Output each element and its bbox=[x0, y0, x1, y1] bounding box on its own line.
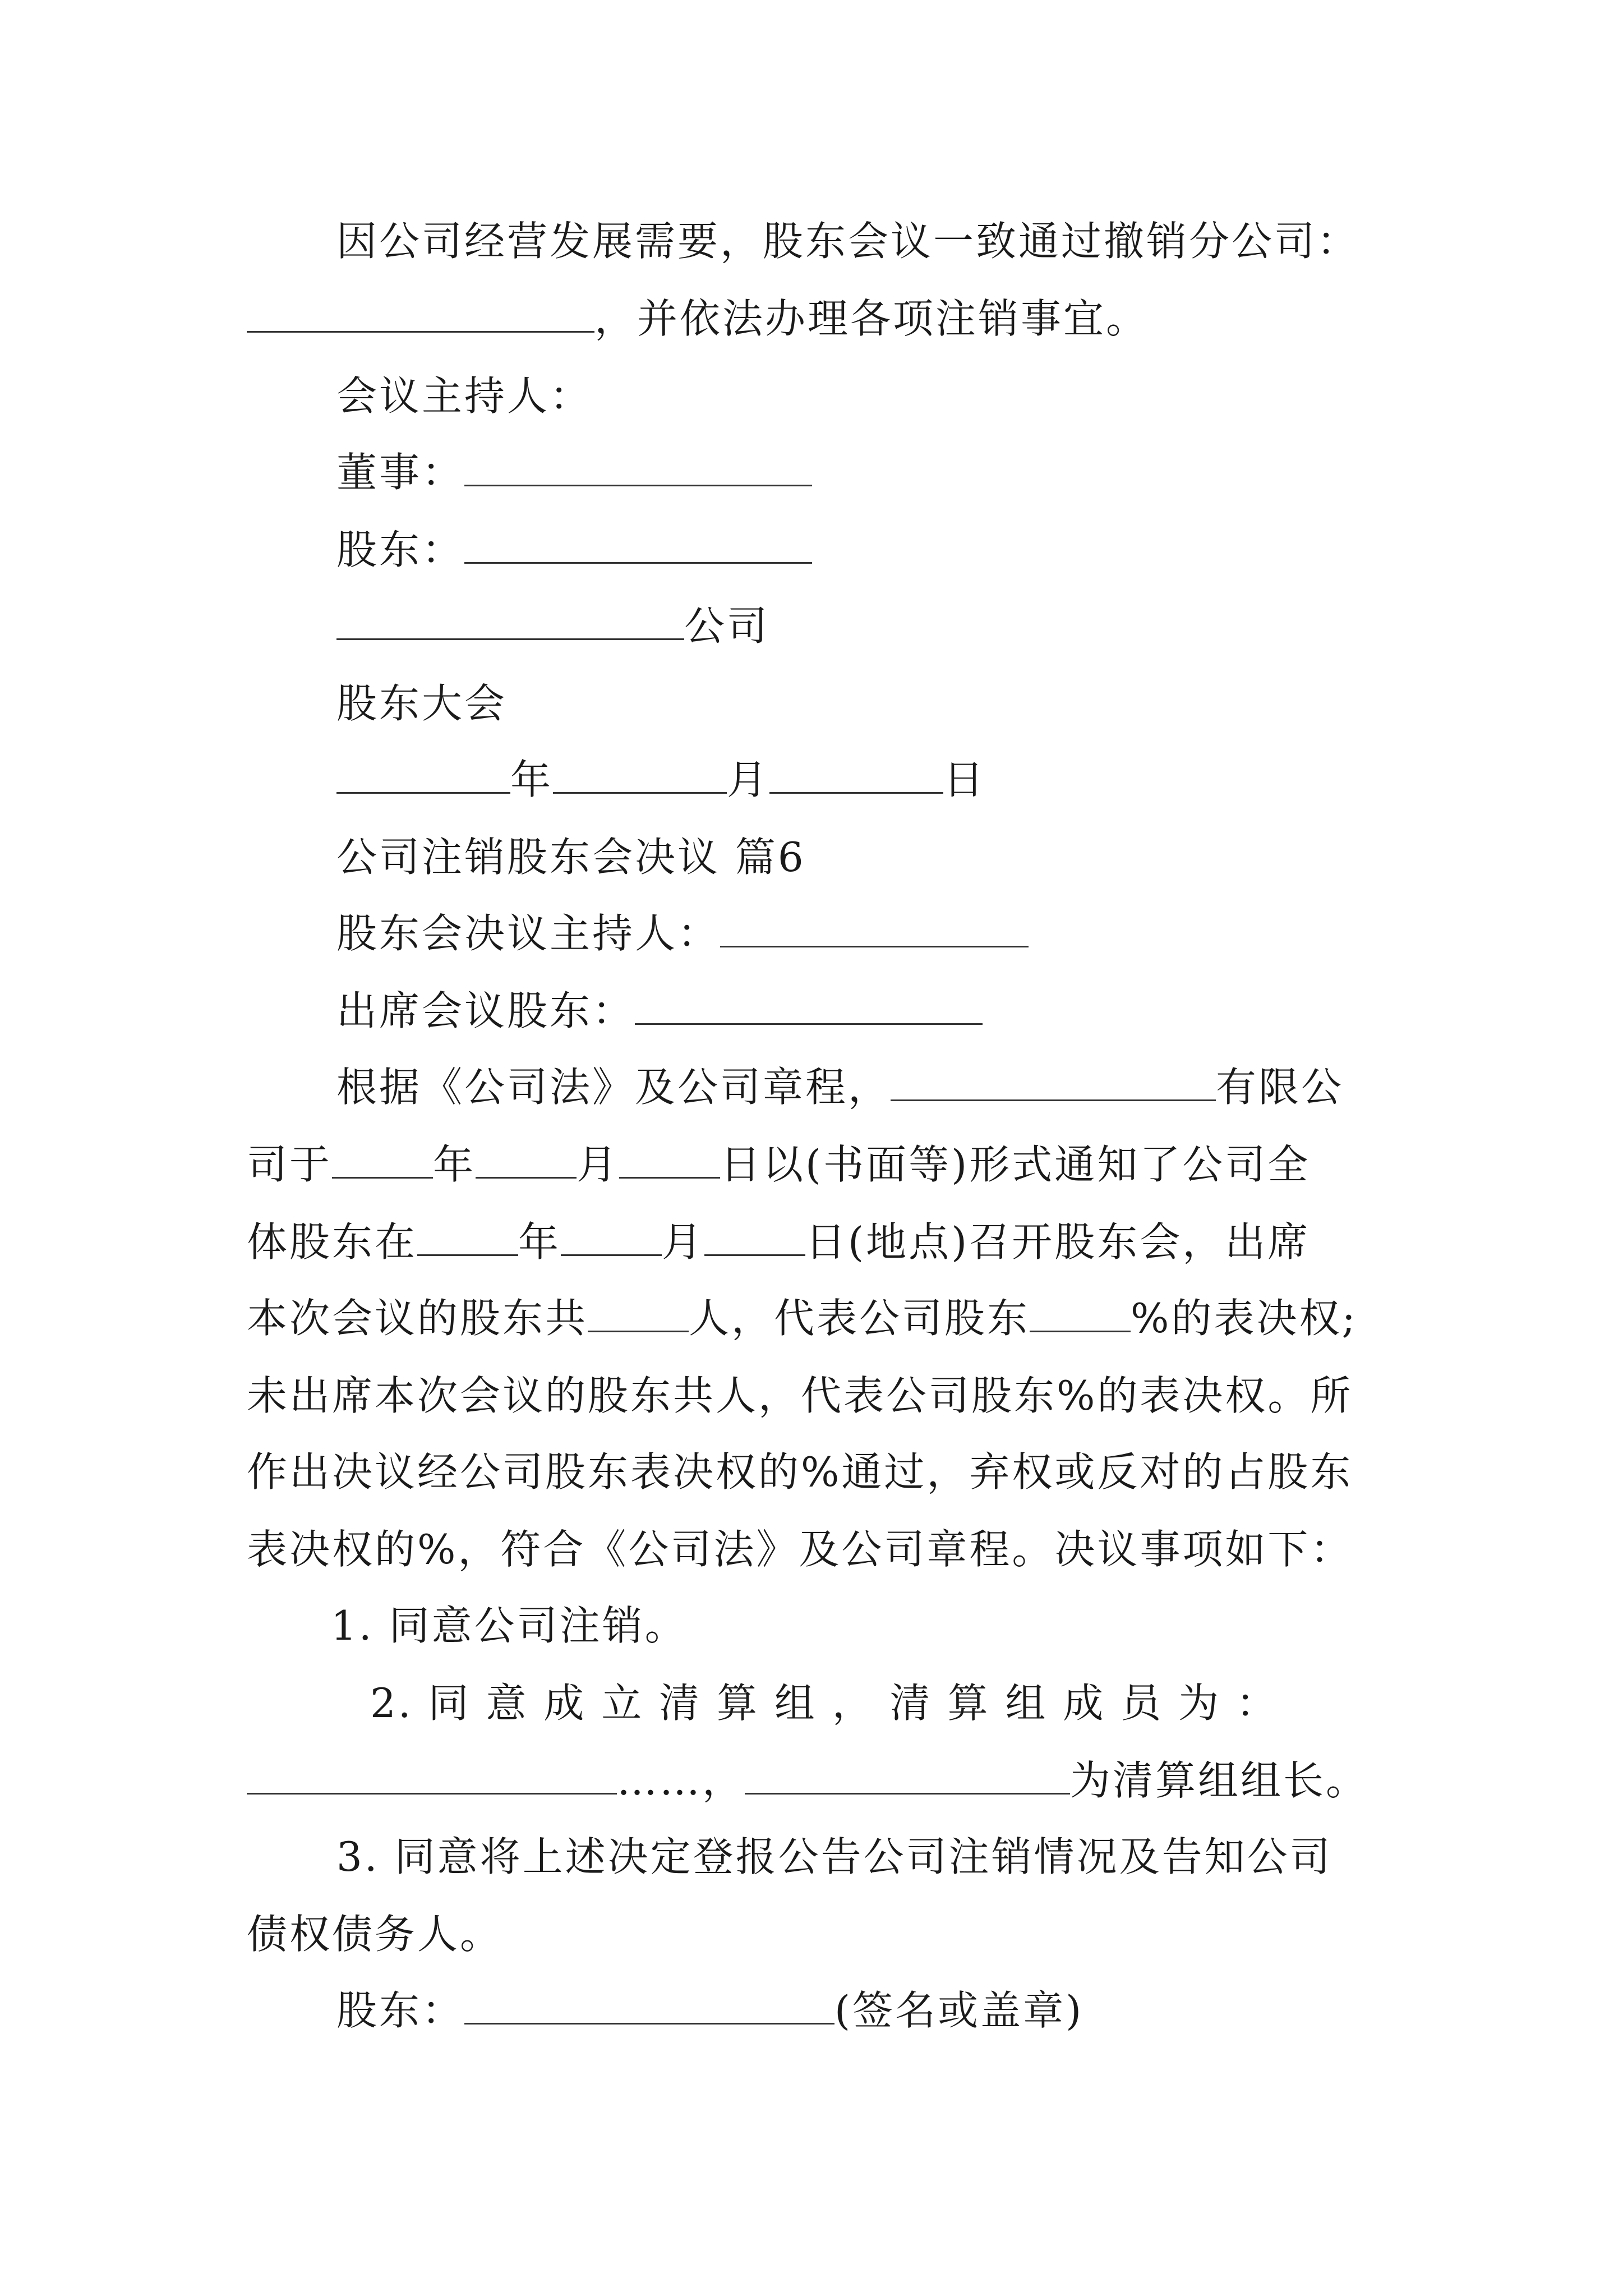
day-label: 日 bbox=[943, 756, 986, 803]
members-blank[interactable] bbox=[247, 1757, 617, 1795]
text: 日以(书面等)形式通知了公司全 bbox=[720, 1141, 1311, 1188]
text: 未出席本次会议的股东共人，代表公司股东%的表决权。所 bbox=[247, 1372, 1353, 1419]
leader-blank[interactable] bbox=[745, 1757, 1070, 1795]
day-blank[interactable] bbox=[704, 1218, 805, 1256]
item-3-text-cont: 债权债务人。 bbox=[247, 1911, 503, 1958]
text: 年 bbox=[518, 1218, 561, 1266]
paragraph-line bbox=[247, 1368, 1391, 1424]
text: 作出决议经公司股东表决权的%通过，弃权或反对的占股东 bbox=[247, 1448, 1353, 1496]
resolution-host-blank[interactable] bbox=[720, 910, 1029, 947]
text: ……， bbox=[617, 1757, 745, 1804]
paragraph-line bbox=[247, 291, 1391, 347]
company-name-blank[interactable] bbox=[891, 1064, 1216, 1101]
attending-label: 出席会议股东： bbox=[336, 987, 635, 1034]
month-label: 月 bbox=[727, 756, 770, 803]
date-line bbox=[336, 752, 1391, 808]
text: 表决权的%，符合《公司法》及公司章程。决议事项如下： bbox=[247, 1526, 1353, 1573]
item-3-line-2 bbox=[247, 1906, 1391, 1962]
year-blank[interactable] bbox=[336, 756, 510, 794]
year-blank[interactable] bbox=[332, 1141, 433, 1179]
text: 日(地点)召开股东会，出席 bbox=[805, 1218, 1311, 1266]
fill-blank[interactable] bbox=[247, 295, 594, 333]
text: 月 bbox=[662, 1218, 705, 1266]
text: 根据《公司法》及公司章程， bbox=[336, 1064, 891, 1111]
item-2-text: 2. 同 意 成 立 清 算 组 ， 清 算 组 成 员 为 ： bbox=[370, 1680, 1279, 1727]
section-title-text: 公司注销股东会决议 篇6 bbox=[336, 834, 806, 881]
item-3-line-1 bbox=[336, 1829, 1391, 1885]
year-blank[interactable] bbox=[417, 1218, 518, 1256]
assembly-text: 股东大会 bbox=[336, 680, 508, 727]
director-label: 董事： bbox=[336, 449, 465, 496]
paragraph-line bbox=[247, 1521, 1391, 1577]
attending-blank[interactable] bbox=[635, 987, 983, 1025]
director-blank[interactable] bbox=[464, 449, 812, 486]
item-3-text: 3. 同意将上述决定登报公告公司注销情况及告知公司 bbox=[336, 1833, 1332, 1880]
company-suffix: 公司 bbox=[684, 602, 770, 650]
text: 本次会议的股东共 bbox=[247, 1295, 588, 1342]
director-line bbox=[336, 444, 1391, 500]
paragraph-line bbox=[247, 1290, 1391, 1346]
item-1 bbox=[331, 1598, 1475, 1654]
text: %的表决权; bbox=[1131, 1295, 1358, 1342]
day-blank[interactable] bbox=[619, 1141, 720, 1179]
assembly-line bbox=[336, 675, 1391, 731]
paragraph-line bbox=[336, 1059, 1391, 1115]
text: 体股东在 bbox=[247, 1218, 418, 1266]
section-title bbox=[336, 829, 1391, 885]
year-label: 年 bbox=[510, 756, 554, 803]
text: ，并依法办理各项注销事宜。 bbox=[594, 295, 1149, 342]
text: 年 bbox=[433, 1141, 476, 1188]
text: 为清算组组长。 bbox=[1070, 1757, 1369, 1804]
percent-blank[interactable] bbox=[1030, 1295, 1131, 1332]
shareholder-blank[interactable] bbox=[464, 526, 812, 564]
shareholder-label: 股东： bbox=[336, 526, 465, 573]
paragraph-line bbox=[336, 213, 1391, 269]
sign-suffix: (签名或盖章) bbox=[834, 1987, 1084, 2034]
signature-blank[interactable] bbox=[464, 1987, 834, 2024]
month-blank[interactable] bbox=[553, 756, 727, 794]
item-2-line-2 bbox=[247, 1752, 1391, 1809]
text: 司于 bbox=[247, 1141, 333, 1188]
day-blank[interactable] bbox=[769, 756, 943, 794]
month-blank[interactable] bbox=[561, 1218, 662, 1256]
host-label: 会议主持人： bbox=[336, 372, 593, 420]
text: 月 bbox=[577, 1141, 620, 1188]
sign-label: 股东： bbox=[336, 1987, 465, 2034]
text: 因公司经营发展需要，股东会议一致通过撤销分公司： bbox=[336, 218, 1360, 265]
paragraph-line bbox=[247, 1137, 1391, 1193]
item-2-line-1 bbox=[370, 1675, 1391, 1731]
month-blank[interactable] bbox=[476, 1141, 577, 1179]
company-blank[interactable] bbox=[336, 602, 684, 640]
attending-line bbox=[336, 983, 1391, 1039]
count-blank[interactable] bbox=[588, 1295, 689, 1332]
text: 有限公 bbox=[1216, 1064, 1344, 1111]
paragraph-line bbox=[247, 1214, 1391, 1270]
resolution-host-label: 股东会决议主持人： bbox=[336, 910, 721, 957]
company-line bbox=[336, 598, 1391, 654]
signature-line bbox=[336, 1982, 1391, 2039]
item-1-text: 1. 同意公司注销。 bbox=[331, 1602, 688, 1649]
paragraph-line bbox=[247, 1444, 1391, 1500]
shareholder-line bbox=[336, 522, 1391, 578]
host-line bbox=[336, 368, 1391, 424]
resolution-host-line bbox=[336, 905, 1391, 961]
text: 人，代表公司股东 bbox=[689, 1295, 1030, 1342]
